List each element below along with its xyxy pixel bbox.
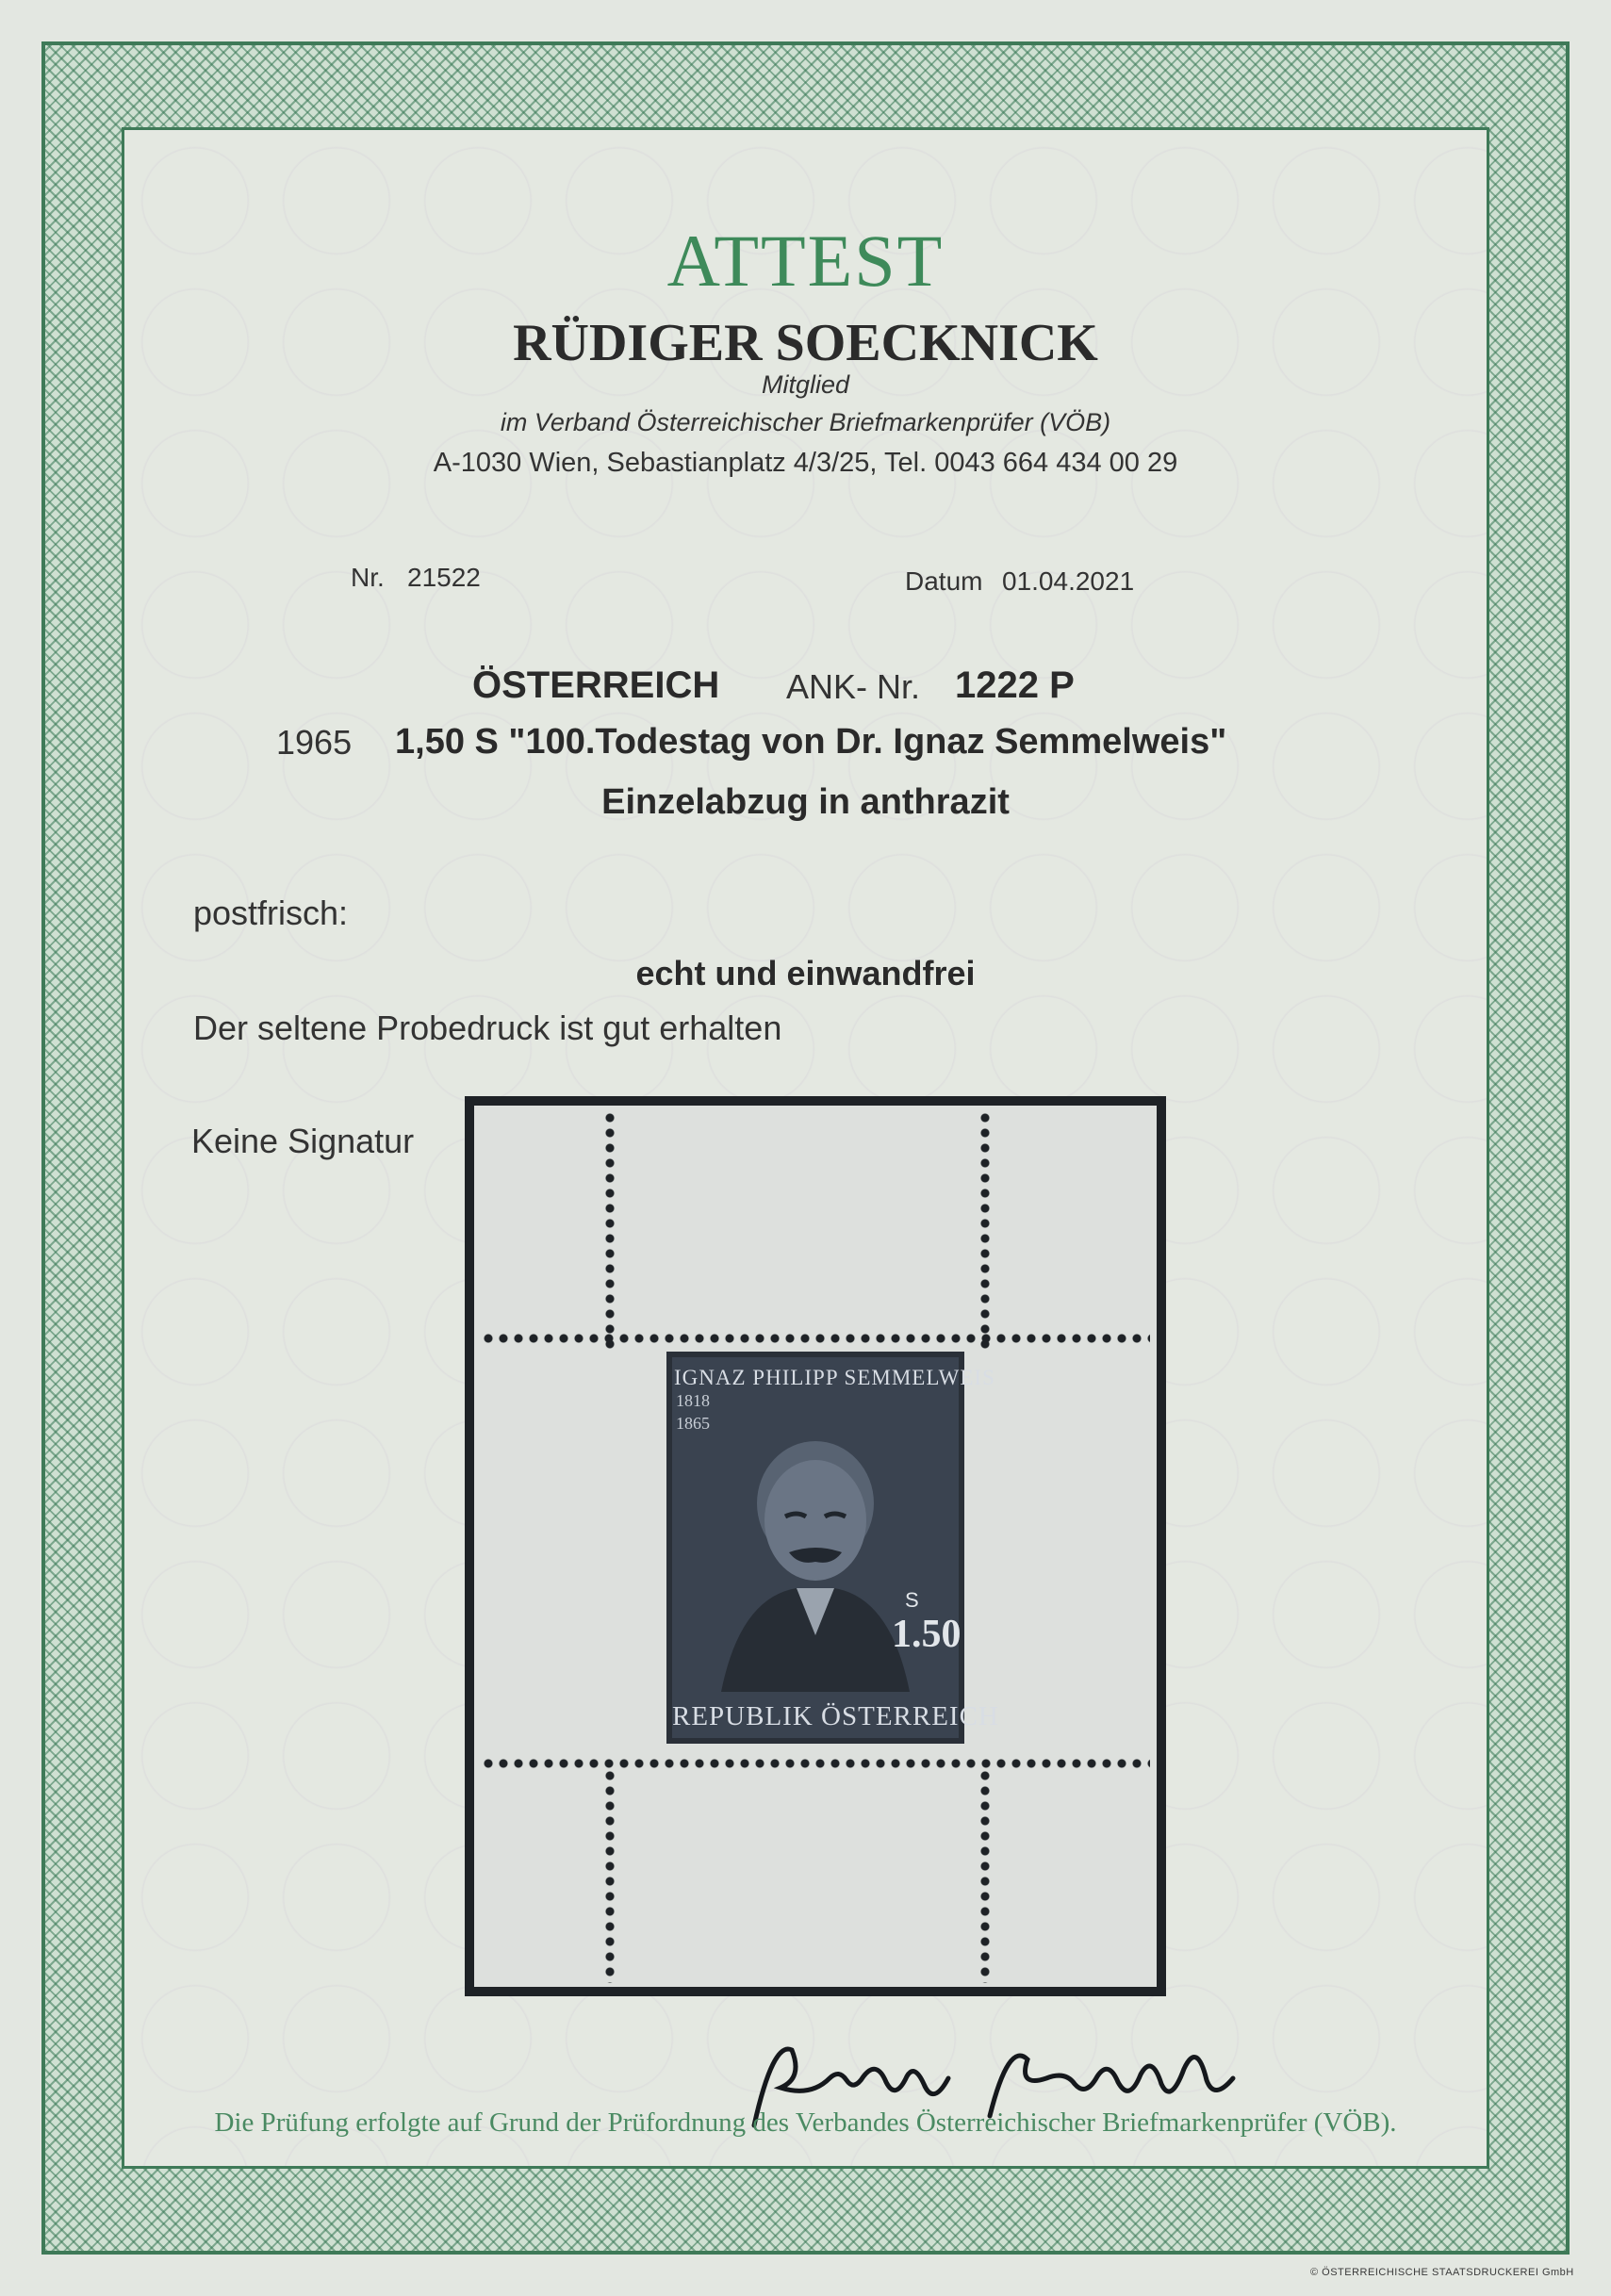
- verdict: echt und einwandfrei: [635, 954, 976, 992]
- stamp-death-year: 1865: [676, 1414, 710, 1433]
- perforation: [605, 1768, 615, 1983]
- stamp-years: [676, 1389, 732, 1435]
- perforation: [980, 1110, 990, 1353]
- catalogue-number: 1222 P: [955, 664, 1075, 706]
- perforation: [980, 1768, 990, 1983]
- certificate-number: 21522: [407, 563, 481, 592]
- member-label: Mitglied: [761, 370, 850, 399]
- country-name: ÖSTERREICH: [472, 664, 720, 706]
- stamp-currency: S: [905, 1588, 919, 1612]
- perforation: [605, 1110, 615, 1353]
- condition-label: postfrisch:: [193, 894, 349, 932]
- certificate-date: 01.04.2021: [1002, 566, 1135, 596]
- perforation: [481, 1334, 1150, 1343]
- certificate-title: ATTEST: [666, 220, 945, 302]
- stamp-description: 1,50 S "100.Todestag von Dr. Ignaz Semmelweis": [395, 722, 1227, 762]
- examiner-address: A-1030 Wien, Sebastianplatz 4/3/25, Tel. 0043 664 434 00 29: [433, 448, 1178, 478]
- perforation: [481, 1759, 1150, 1768]
- examiner-name: RÜDIGER SOECKNICK: [513, 314, 1098, 372]
- certificate-number-label: Nr.: [351, 563, 385, 592]
- remark: Der seltene Probedruck ist gut erhalten: [193, 1009, 782, 1047]
- date-label: Datum: [905, 566, 983, 596]
- printer-credit: © ÖSTERREICHISCHE STAATSDRUCKEREI GmbH: [1310, 2267, 1574, 2278]
- stamp-denomination: 1.50: [892, 1613, 962, 1656]
- footer-statement: Die Prüfung erfolgte auf Grund der Prüfordnung des Verbandes Österreichischer Briefmarkenprüfer (VÖB).: [214, 2107, 1397, 2138]
- stamp-portrait-name: IGNAZ PHILIPP SEMMELWEIS: [674, 1366, 995, 1389]
- issue-year: 1965: [276, 723, 353, 762]
- association-name: im Verband Österreichischer Briefmarkenprüfer (VÖB): [500, 408, 1111, 436]
- catalogue-label: ANK- Nr.: [786, 667, 921, 706]
- signature-note: Keine Signatur: [191, 1122, 415, 1160]
- stamp-birth-year: 1818: [676, 1391, 710, 1410]
- stamp-country: REPUBLIK ÖSTERREICH: [672, 1701, 999, 1731]
- stamp-variant: Einzelabzug in anthrazit: [601, 782, 1010, 822]
